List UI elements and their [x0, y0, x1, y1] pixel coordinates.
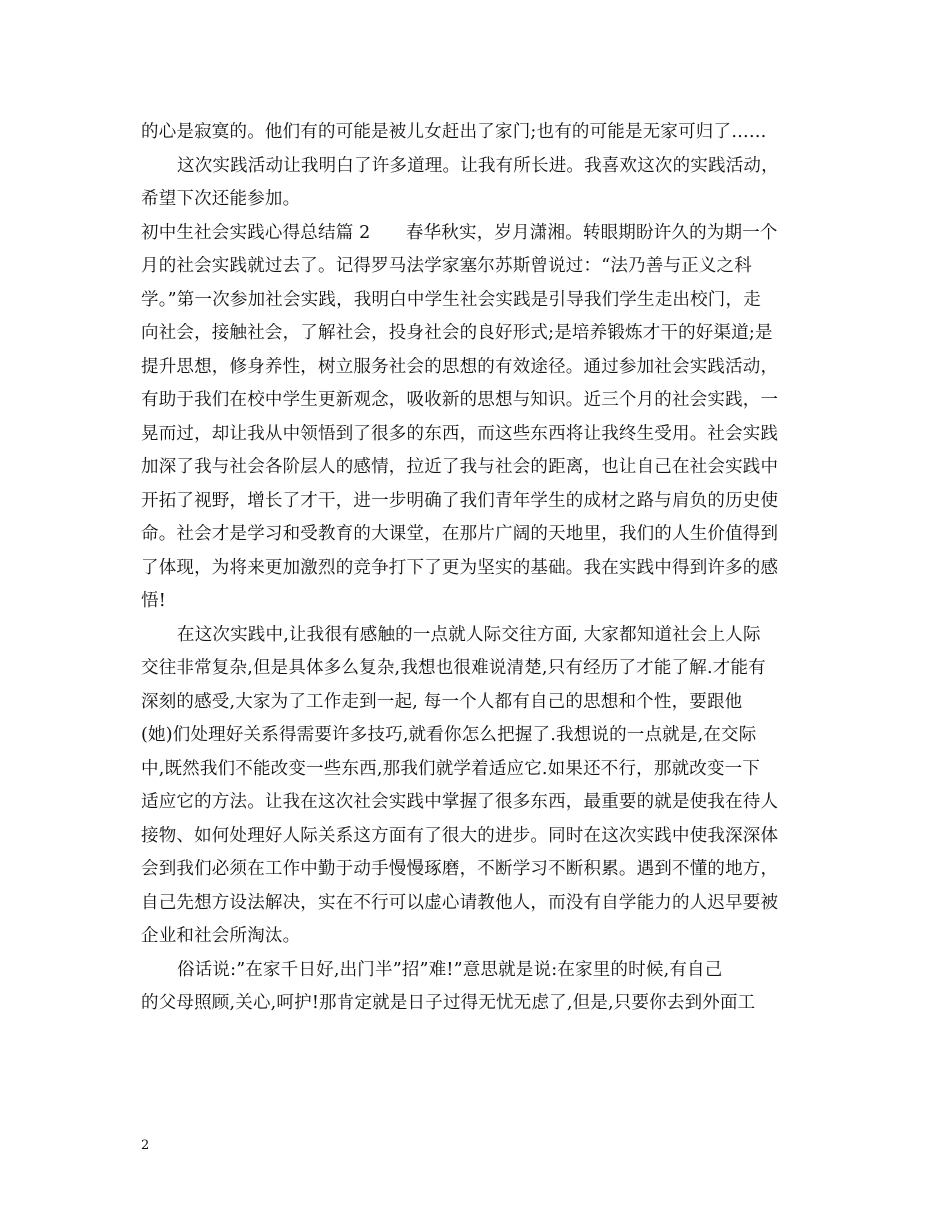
- text-line: 学。”第一次参加社会实践，我明白中学生社会实践是引导我们学生走出校门，走: [141, 289, 761, 310]
- text-line: 接物、如何处理好人际关系这方面有了很大的进步。同时在这次实践中使我深深体: [141, 825, 779, 846]
- text-line: 在这次实践中,让我很有感触的一点就人际交往方面, 大家都知道社会上人际: [177, 624, 761, 645]
- text-line: 加深了我与社会各阶层人的感情，拉近了我与社会的距离，也让自己在社会实践中: [141, 457, 779, 477]
- text-line: 开拓了视野，增长了才干，进一步明确了我们青年学生的成材之路与肩负的历史使: [141, 490, 779, 511]
- text-line: (她)们处理好关系得需要许多技巧,就看你怎么把握了.我想说的一点就是,在交际: [141, 725, 757, 745]
- text-line: 晃而过，却让我从中领悟到了很多的东西，而这些东西将让我终生受用。社会实践: [141, 423, 779, 444]
- text-line: 了体现，为将来更加激烈的竞争打下了更为坚实的基础。我在实践中得到许多的感: [141, 557, 779, 578]
- document-body: [141, 116, 814, 1021]
- text-line: 自己先想方设法解决，实在不行可以虚心请教他人，而没有自学能力的人迟早要被: [141, 892, 779, 913]
- text-line: 悟!: [141, 591, 166, 611]
- text-line: 向社会，接触社会，了解社会，投身社会的良好形式;是培养锻炼才干的好渠道;是: [141, 323, 773, 343]
- text-line: 的心是寂寞的。他们有的可能是被儿女赶出了家门;也有的可能是无家可归了……: [141, 122, 767, 142]
- text-line: 月的社会实践就过去了。记得罗马法学家塞尔苏斯曾说过：“法乃善与正义之科: [141, 256, 752, 276]
- text-line: 企业和社会所淘汰。: [141, 926, 301, 946]
- text-line: 这次实践活动让我明白了许多道理。让我有所长进。我喜欢这次的实践活动，: [177, 155, 779, 176]
- text-line: 会到我们必须在工作中勤于动手慢慢琢磨，不断学习不断积累。遇到不懂的地方，: [141, 859, 779, 879]
- section-heading-line: 初中生社会实践心得总结篇 2 春华秋实，岁月潇湘。转眼期盼许久的为期一个: [141, 222, 778, 243]
- text-line: 提升思想，修身养性，树立服务社会的思想的有效途径。通过参加社会实践活动，: [141, 356, 779, 377]
- text-line: 俗话说:”在家千日好,出门半”招”难!”意思就是说:在家里的时候,有自己: [177, 959, 723, 980]
- text-line: 的父母照顾,关心,呵护!那肯定就是日子过得无忧无虑了,但是,只要你去到外面工: [141, 993, 756, 1013]
- text-line: 交往非常复杂,但是具体多么复杂,我想也很难说清楚,只有经历了才能了解.才能有: [141, 658, 766, 678]
- text-line: 适应它的方法。让我在这次社会实践中掌握了很多东西，最重要的就是使我在待人: [141, 792, 779, 812]
- text-line: 中,既然我们不能改变一些东西,那我们就学着适应它.如果还不行，那就改变一下: [141, 758, 761, 779]
- text-line: 命。社会才是学习和受教育的大课堂，在那片广阔的天地里，我们的人生价值得到: [141, 524, 779, 544]
- text-line: 深刻的感受,大家为了工作走到一起, 每一个人都有自己的思想和个性，要跟他: [141, 691, 743, 712]
- text-line: 希望下次还能参加。: [141, 189, 301, 209]
- page-number: 2: [141, 1138, 150, 1153]
- text-line: 有助于我们在校中学生更新观念，吸收新的思想与知识。近三个月的社会实践，一: [141, 390, 779, 410]
